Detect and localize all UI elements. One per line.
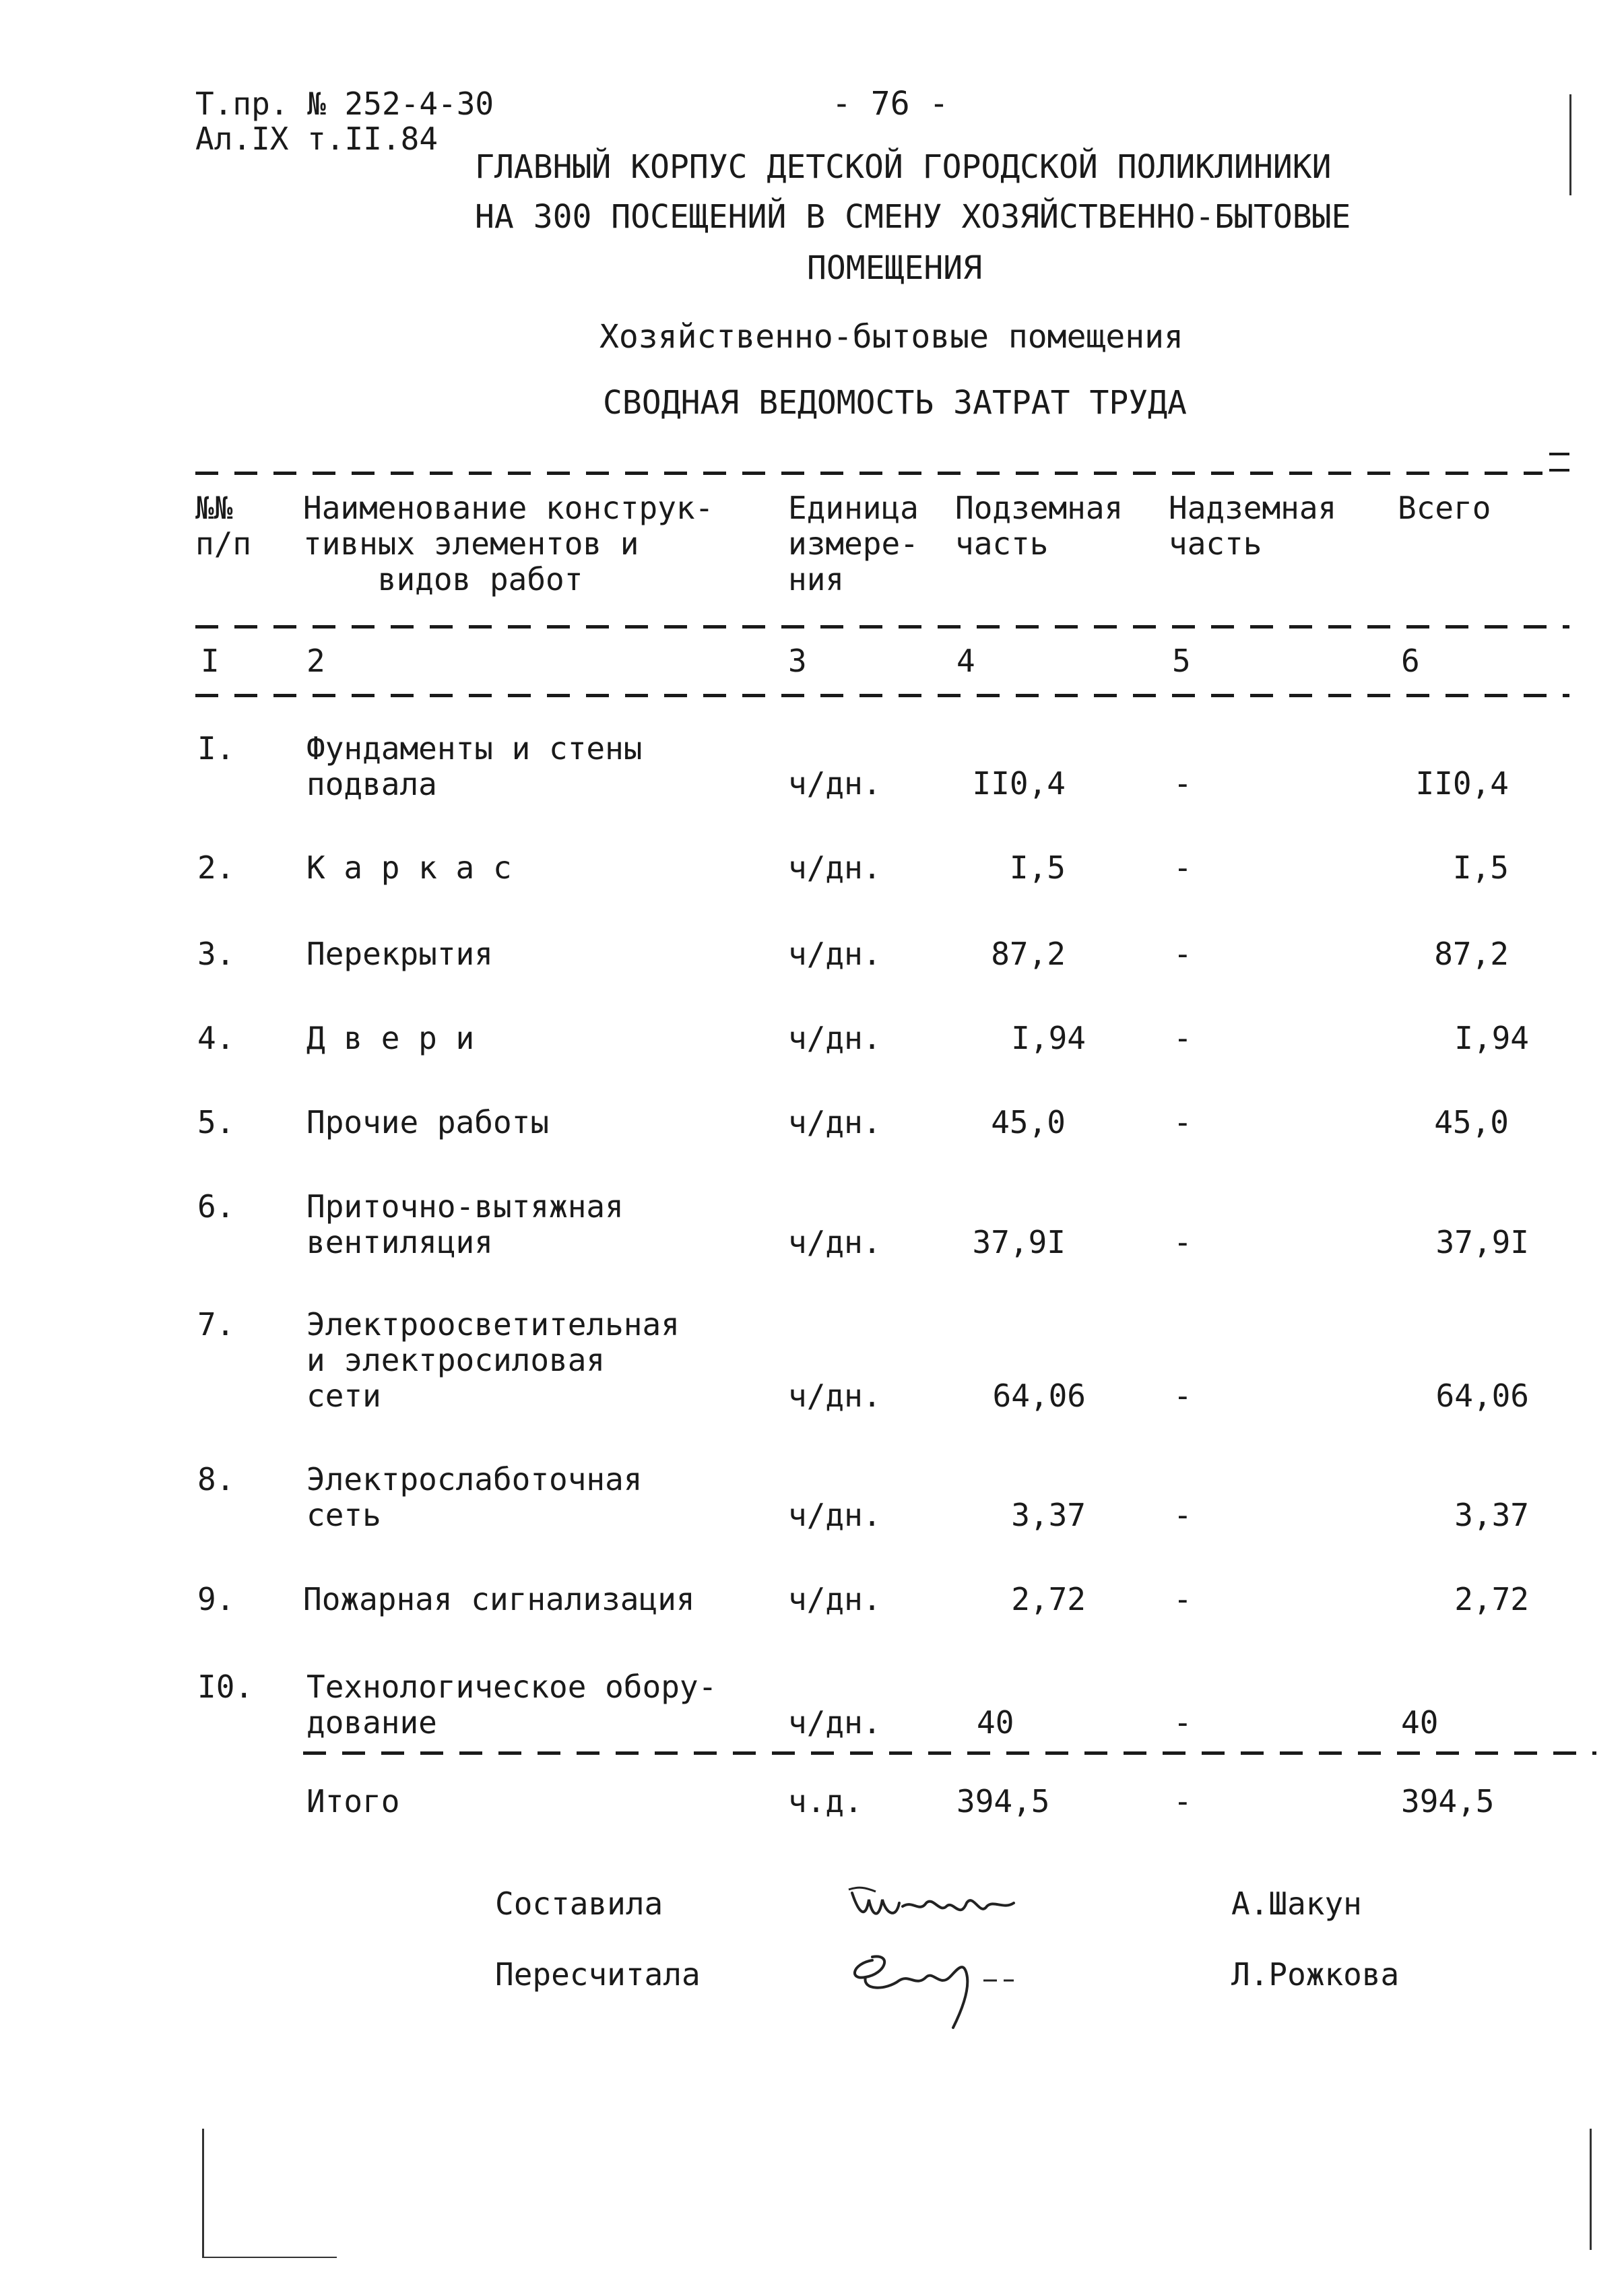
row-total: 87,2 [1434,936,1509,972]
colnum-6: 6 [1401,643,1420,679]
row-under: 3,37 [1011,1497,1086,1533]
row-under: 37,9I [972,1224,1066,1260]
recounted-by-label: Пересчитала [495,1956,701,1993]
col-header-above: Надземная часть [1169,490,1337,562]
scan-edge-mark [1590,2129,1592,2250]
row-num: 2. [197,849,235,886]
col-header-unit: Единица измере- ния [788,490,919,598]
row-name: Прочие работы [306,1104,550,1140]
row-name: Приточно-вытяжная вентиляция [306,1188,624,1260]
row-above: - [1173,936,1192,972]
header-rule [195,625,1569,628]
row-above: - [1173,849,1192,886]
col-header-total: Всего [1398,490,1491,526]
row-total: I,94 [1454,1020,1529,1056]
row-above: - [1173,1224,1192,1260]
row-total: 64,06 [1435,1378,1529,1414]
doc-reference-2: Ал.IX т.II.84 [195,121,439,157]
row-above: - [1173,765,1192,802]
row-unit: ч/дн. [788,1020,882,1056]
row-under: 87,2 [991,936,1066,972]
row-total: 37,9I [1435,1224,1529,1260]
row-num: 3. [197,936,235,972]
row-num: 4. [197,1020,235,1056]
row-name: Электрослаботочная сеть [306,1461,643,1533]
row-name: Фундаменты и стены подвала [306,730,643,802]
corner-mark [1549,453,1569,455]
row-unit: ч/дн. [788,1497,882,1533]
colnum-3: 3 [788,643,807,679]
total-label: Итого [306,1783,400,1819]
subtitle: Хозяйственно-бытовые помещения [599,318,1183,356]
corner-mark-2 [1549,469,1569,472]
row-name: Электроосветительная и электросиловая сети [306,1306,680,1414]
scan-edge-mark [202,2129,204,2257]
row-num: I. [197,730,235,767]
row-num: 6. [197,1188,235,1225]
doc-reference-1: Т.пр. № 252-4-30 [195,86,494,122]
col-header-name: Наименование конструк- тивных элементов и видов работ [303,490,714,598]
col-header-under: Подземная часть [955,490,1124,562]
scan-edge-mark [202,2257,337,2258]
total-above: - [1173,1783,1192,1819]
row-unit: ч/дн. [788,1224,882,1260]
colnum-5: 5 [1172,643,1191,679]
row-above: - [1173,1497,1192,1533]
row-unit: ч/дн. [788,936,882,972]
row-under: 2,72 [1011,1581,1086,1617]
row-unit: ч/дн. [788,1104,882,1140]
table-title: СВОДНАЯ ВЕДОМОСТЬ ЗАТРАТ ТРУДА [603,384,1187,422]
row-name: Технологическое обору- дование [306,1669,717,1741]
row-total: II0,4 [1415,765,1509,802]
row-under: 64,06 [992,1378,1086,1414]
colnum-1: I [201,643,220,679]
row-num: 9. [197,1581,235,1617]
row-above: - [1173,1104,1192,1140]
row-unit: ч/дн. [788,1704,882,1741]
row-unit: ч/дн. [788,1581,882,1617]
row-num: I0. [197,1669,254,1705]
colnum-2: 2 [306,643,325,679]
row-name: К а р к а с [306,849,512,886]
row-total: 45,0 [1434,1104,1509,1140]
compiled-by-name: А.Шакун [1231,1885,1362,1922]
table-top-rule [195,472,1542,475]
row-unit: ч/дн. [788,1378,882,1414]
total-total: 394,5 [1401,1783,1495,1819]
row-num: 7. [197,1306,235,1343]
page-number: - 76 - [832,85,949,123]
total-under: 394,5 [956,1783,1050,1819]
total-unit: ч.д. [788,1783,863,1819]
row-total: 40 [1401,1704,1439,1741]
row-total: 3,37 [1454,1497,1529,1533]
compiled-by-label: Составила [495,1885,663,1922]
row-num: 8. [197,1461,235,1497]
title-line-3: ПОМЕЩЕНИЯ [807,249,983,287]
row-unit: ч/дн. [788,765,882,802]
row-name: Пожарная сигнализация [303,1581,695,1617]
col-header-num: №№ п/п [195,490,252,562]
row-above: - [1173,1704,1192,1741]
colnum-4: 4 [956,643,975,679]
row-total: I,5 [1452,849,1509,886]
row-above: - [1173,1581,1192,1617]
row-under: I,94 [1011,1020,1086,1056]
row-above: - [1173,1378,1192,1414]
recounted-by-name: Л.Рожкова [1231,1956,1400,1993]
row-total: 2,72 [1454,1581,1529,1617]
row-name: Д в е р и [306,1020,475,1056]
colnum-rule [195,694,1569,697]
row-num: 5. [197,1104,235,1140]
total-rule [303,1751,1596,1755]
title-line-2: НА 300 ПОСЕЩЕНИЙ В СМЕНУ ХОЗЯЙСТВЕННО-БЫТОВЫЕ [475,198,1351,236]
signature-shakun [845,1873,1047,1936]
title-line-1: ГЛАВНЫЙ КОРПУС ДЕТСКОЙ ГОРОДСКОЙ ПОЛИКЛИНИКИ [475,148,1332,186]
row-unit: ч/дн. [788,849,882,886]
row-name: Перекрытия [306,936,493,972]
row-under: 40 [977,1704,1014,1741]
scan-edge-mark [1569,94,1571,195]
row-under: II0,4 [972,765,1066,802]
row-under: 45,0 [991,1104,1066,1140]
signature-rozhkova [845,1940,1068,2037]
row-above: - [1173,1020,1192,1056]
row-under: I,5 [1009,849,1066,886]
